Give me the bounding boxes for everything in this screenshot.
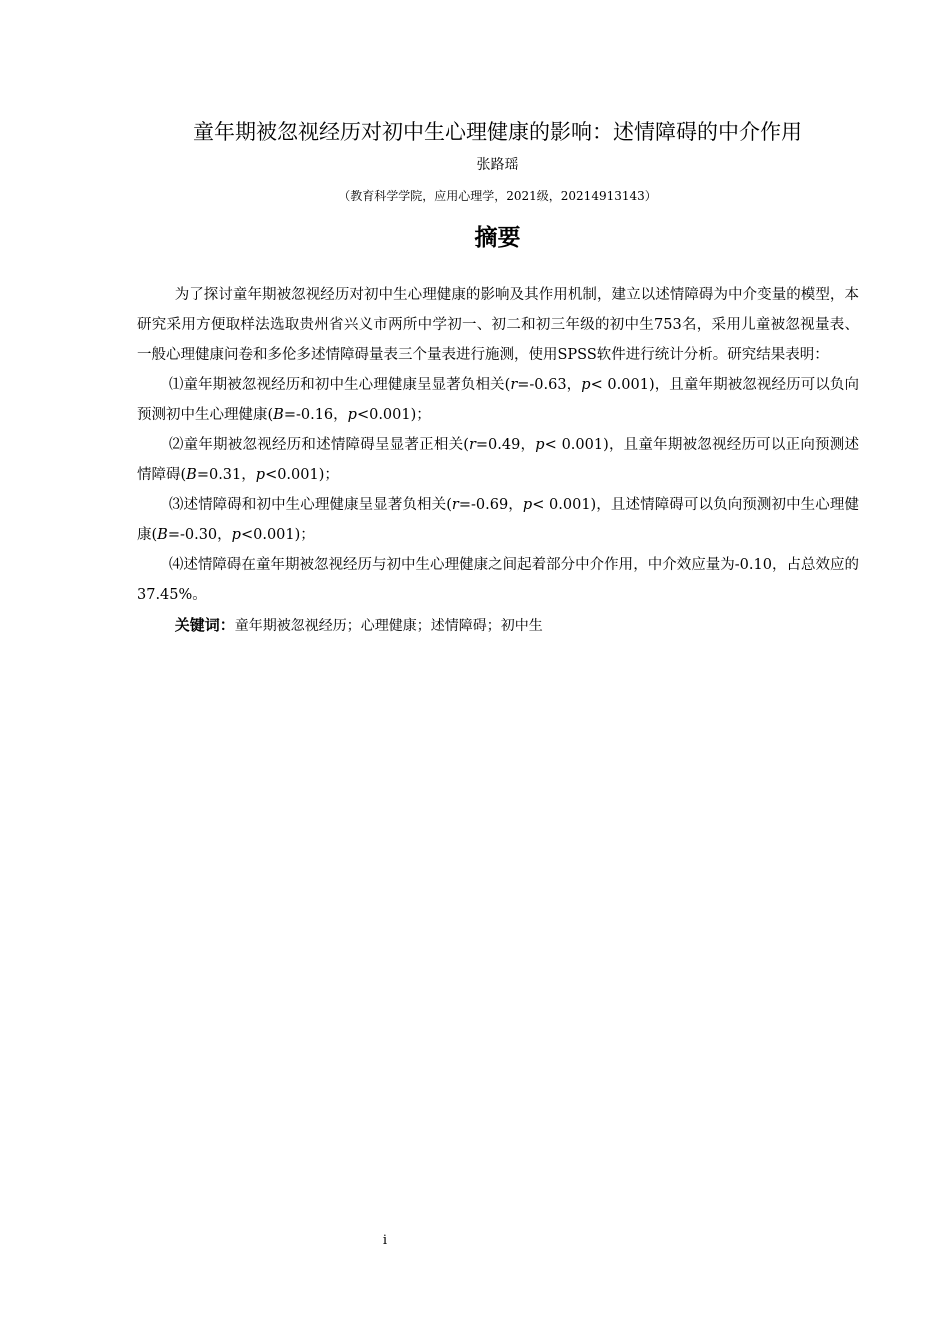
stat-symbol-b: B [157,527,168,543]
stat-value: =-0.69， [458,497,523,513]
author-affiliation: （教育科学学院，应用心理学，2021级，20214913143） [338,189,657,203]
finding-1 [137,370,859,430]
stat-value: =0.31， [196,467,256,483]
page-number: i [382,1233,388,1248]
abstract-body [137,280,859,641]
finding-2 [137,430,859,490]
finding-text: < 0.001)，且童年期被忽视经历可以负向预测初中生心理健康( [137,377,859,423]
abstract-heading: 摘要 [474,225,521,251]
abstract-intro-paragraph: 为了探讨童年期被忽视经历对初中生心理健康的影响及其作用机制，建立以述情障碍为中介变量的模型，本研究采用方便取样法选取贵州省兴义市两所中学初一、初二和初三年级的初中生753名，采用儿童被忽视量表、一般心理健康问卷和多伦多述情障碍量表三个量表进行施测，使用SPSS软件进行统计分析。研究结果表明： [137,287,859,363]
stat-symbol-p: p [231,527,241,543]
stat-symbol-r: r [468,437,476,453]
stat-value: =-0.63， [517,377,582,393]
stat-symbol-r: r [510,377,518,393]
author-name: 张路瑶 [476,157,519,173]
stat-value: =-0.16， [283,407,348,423]
finding-3 [137,490,859,550]
paper-title: 童年期被忽视经历对初中生心理健康的影响：述情障碍的中介作用 [193,120,802,144]
finding-text: ⑶述情障碍和初中生心理健康呈显著负相关( [168,497,452,513]
keywords-line [137,610,859,641]
stat-value: <0.001)； [240,527,315,543]
finding-text: < 0.001)，且述情障碍可以负向预测初中生心理健康( [137,497,859,543]
stat-symbol-r: r [451,497,459,513]
stat-symbol-p: p [347,407,357,423]
stat-symbol-p: p [581,377,591,393]
stat-symbol-p: p [535,437,545,453]
keywords-list: 童年期被忽视经历；心理健康；述情障碍；初中生 [234,618,543,634]
finding-text: < 0.001)，且童年期被忽视经历可以正向预测述情障碍( [137,437,859,483]
stat-value: <0.001)； [356,407,431,423]
finding-4: ⑷述情障碍在童年期被忽视经历与初中生心理健康之间起着部分中介作用，中介效应量为-0.10，占总效应的37.45%。 [137,557,859,603]
stat-symbol-p: p [255,467,266,483]
stat-symbol-b: B [186,467,197,483]
stat-symbol-p: p [522,497,533,513]
finding-text: ⑵童年期被忽视经历和述情障碍呈显著正相关( [168,437,469,453]
stat-symbol-b: B [273,407,284,423]
stat-value: =0.49， [475,437,536,453]
stat-value: <0.001)； [265,467,339,483]
finding-text: ⑴童年期被忽视经历和初中生心理健康呈显著负相关( [168,377,511,393]
keywords-label: 关键词： [174,616,235,634]
stat-value: =-0.30， [167,527,232,543]
